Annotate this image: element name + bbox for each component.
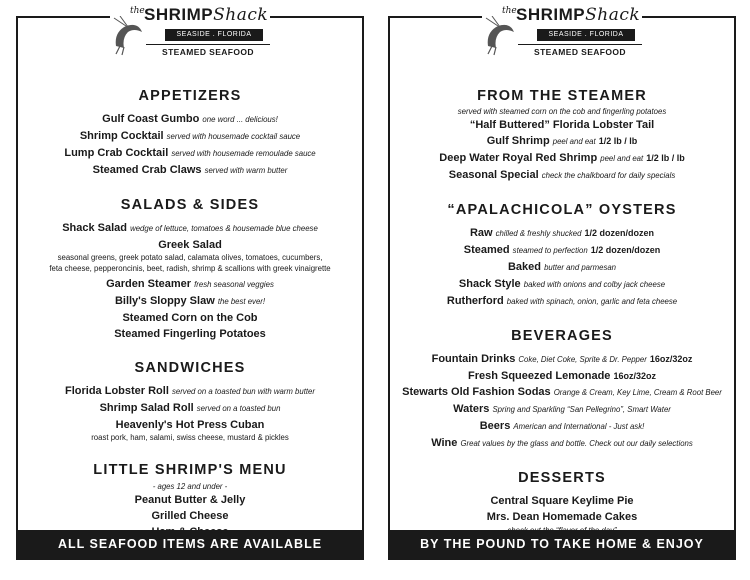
menu-item: [390, 150, 734, 167]
menu-item: [390, 368, 734, 384]
item-desc: served with housemade remoulade sauce: [171, 149, 316, 158]
item-name: Shack Style: [458, 278, 521, 290]
beverages-section: [390, 328, 734, 452]
item-name: Shrimp Cocktail: [79, 130, 164, 142]
logo-name: [144, 5, 268, 25]
item-name: Steamed: [463, 244, 510, 256]
item-name: Garden Steamer: [106, 278, 192, 290]
salads-title: SALADS & SIDES: [120, 197, 260, 213]
beverages-title: BEVERAGES: [511, 328, 613, 344]
sandwiches-section: [18, 360, 362, 444]
logo-the: the: [502, 6, 517, 16]
item-name: Raw: [469, 227, 493, 239]
item-price: 16oz/32oz: [613, 371, 657, 381]
item-desc: peel and eat: [600, 154, 644, 163]
footer-banner-right: BY THE POUND TO TAKE HOME & ENJOY: [390, 530, 734, 558]
menu-item: [18, 400, 362, 417]
menu-item: [390, 351, 734, 368]
item-desc: Spring and Sparkling “San Pellegrino”, Smart Water: [492, 405, 671, 414]
menu-item: [18, 220, 362, 237]
appetizers-section: [18, 88, 362, 179]
shrimp-shack-logo: [482, 2, 642, 66]
right-menu-content: [390, 88, 734, 554]
item-name: Deep Water Royal Red Shrimp: [439, 152, 598, 164]
item-desc: check the chalkboard for daily specials: [541, 171, 676, 180]
item-name: Central Square Keylime Pie: [490, 495, 634, 507]
item-desc: Orange & Cream, Key Lime, Cream & Root Beer: [553, 388, 722, 397]
item-desc: baked with onions and colby jack cheese: [523, 280, 666, 289]
logo-shack: Shack: [585, 5, 641, 25]
sandwiches-title: SANDWICHES: [134, 360, 246, 376]
item-name: Steamed Corn on the Cob: [122, 312, 258, 324]
menu-page-right: [388, 5, 736, 560]
logo-shrimp: SHRIMP: [516, 5, 586, 24]
desserts-title: DESSERTS: [518, 470, 606, 486]
item-desc: feta cheese, pepperoncinis, beet, radish, shrimp & scallions with greek vinaigrette: [49, 263, 331, 273]
menu-item: [390, 384, 734, 401]
item-desc: wedge of lettuce, tomatoes & housemade blue cheese: [130, 224, 318, 233]
item-name: Mrs. Dean Homemade Cakes: [486, 511, 638, 523]
item-desc: steamed to perfection: [512, 246, 588, 255]
item-desc: seasonal greens, greek potato salad, calamata olives, tomatoes, cucumbers,: [57, 253, 323, 262]
item-name: Peanut Butter & Jelly: [134, 493, 246, 506]
item-name: Steamed Fingerling Potatoes: [114, 328, 266, 340]
item-price: 1/2 dozen/dozen: [590, 245, 661, 255]
item-desc: roast pork, ham, salami, swiss cheese, mustard & pickles: [91, 433, 289, 442]
item-name: Gulf Shrimp: [486, 135, 550, 147]
menu-item: [18, 383, 362, 400]
item-price: 1/2 lb / lb: [646, 153, 685, 163]
menu-item: [18, 326, 362, 342]
item-name: Grilled Cheese: [151, 509, 229, 522]
item-name: Shack Salad: [62, 222, 128, 234]
shrimp-shack-logo: [110, 2, 270, 66]
menu-item: [390, 509, 734, 525]
item-desc: served on a toasted bun: [196, 404, 281, 413]
menu-item: [390, 117, 734, 133]
item-name: Waters: [453, 403, 490, 415]
menu-item: [390, 435, 734, 452]
item-name: Heavenly's Hot Press Cuban: [115, 419, 265, 431]
item-name: Florida Lobster Roll: [65, 385, 169, 397]
kids-note: - ages 12 and under -: [152, 481, 228, 491]
salads-section: [18, 197, 362, 342]
item-desc: fresh seasonal veggies: [194, 280, 274, 289]
item-desc: butter and parmesan: [544, 263, 617, 272]
menu-item: [390, 225, 734, 242]
item-name: Seasonal Special: [448, 169, 539, 181]
item-name: Stewarts Old Fashion Sodas: [402, 386, 551, 398]
logo-shrimp: SHRIMP: [144, 5, 214, 24]
menu-item: [18, 162, 362, 179]
menu-item: [390, 167, 734, 184]
menu-item: [390, 276, 734, 293]
left-menu-content: [18, 88, 362, 558]
item-desc: chilled & freshly shucked: [495, 229, 582, 238]
item-name: Shrimp Salad Roll: [99, 402, 194, 414]
item-desc: baked with spinach, onion, garlic and feta cheese: [506, 297, 678, 306]
logo-tagline: STEAMED SEAFOOD: [146, 44, 270, 57]
menu-item: [18, 310, 362, 326]
menu-item: [18, 111, 362, 128]
menu-item: [18, 293, 362, 310]
item-desc: served with housemade cocktail sauce: [166, 132, 301, 141]
item-desc: Great values by the glass and bottle. Check out our daily selections: [460, 439, 693, 448]
steamer-section: [390, 88, 734, 184]
item-desc: one word ... delicious!: [202, 115, 278, 124]
kids-section: [18, 462, 362, 540]
menu-item: [18, 128, 362, 145]
item-desc: peel and eat: [552, 137, 596, 146]
item-desc: served with warm butter: [204, 166, 288, 175]
item-name: Billy's Sloppy Slaw: [114, 295, 215, 307]
logo-tagline: STEAMED SEAFOOD: [518, 44, 642, 57]
menu-item: [18, 492, 362, 508]
item-name: Baked: [507, 261, 541, 273]
oysters-title: “APALACHICOLA” OYSTERS: [447, 202, 677, 218]
steamer-note: served with steamed corn on the cob and fingerling potatoes: [457, 107, 667, 116]
menu-item: [18, 237, 362, 253]
item-desc: served on a toasted bun with warm butter: [171, 387, 315, 396]
menu-item: [18, 508, 362, 524]
logo-shack: Shack: [213, 5, 269, 25]
menu-item: [18, 145, 362, 162]
menu-item: [18, 276, 362, 293]
logo-the: the: [130, 6, 145, 16]
item-name: Fresh Squeezed Lemonade: [467, 370, 611, 382]
item-desc: Coke, Diet Coke, Sprite & Dr. Pepper: [518, 355, 647, 364]
item-name: Rutherford: [446, 295, 504, 307]
item-name: Beers: [479, 420, 511, 432]
logo-name: [516, 5, 640, 25]
menu-item: [390, 401, 734, 418]
steamer-title: FROM THE STEAMER: [477, 88, 647, 104]
menu-item: [390, 493, 734, 509]
logo-location: SEASIDE . FLORIDA: [537, 29, 635, 41]
item-price: 1/2 dozen/dozen: [584, 228, 655, 238]
menu-item: [390, 259, 734, 276]
kids-title: LITTLE SHRIMP'S MENU: [93, 461, 287, 478]
item-name: Lump Crab Cocktail: [64, 147, 169, 159]
footer-banner-left: ALL SEAFOOD ITEMS ARE AVAILABLE: [18, 530, 362, 558]
item-name: Fountain Drinks: [431, 353, 516, 365]
item-price: 16oz/32oz: [649, 354, 693, 364]
item-desc: the best ever!: [217, 297, 266, 306]
oysters-section: [390, 202, 734, 310]
item-name: Greek Salad: [158, 239, 222, 251]
item-name: Steamed Crab Claws: [92, 164, 202, 176]
menu-item: [390, 242, 734, 259]
menu-item: [390, 418, 734, 435]
menu-item: [390, 133, 734, 150]
item-name: Gulf Coast Gumbo: [102, 113, 200, 125]
item-desc: American and International - Just ask!: [513, 422, 645, 431]
item-name: Wine: [431, 437, 458, 449]
item-price: 1/2 lb / lb: [598, 136, 638, 146]
item-name: “Half Buttered” Florida Lobster Tail: [469, 119, 655, 131]
menu-item: [18, 417, 362, 433]
appetizers-title: APPETIZERS: [138, 88, 242, 104]
desserts-section: [390, 470, 734, 536]
menu-page-left: [16, 5, 364, 560]
logo-location: SEASIDE . FLORIDA: [165, 29, 263, 41]
menu-item: [390, 293, 734, 310]
